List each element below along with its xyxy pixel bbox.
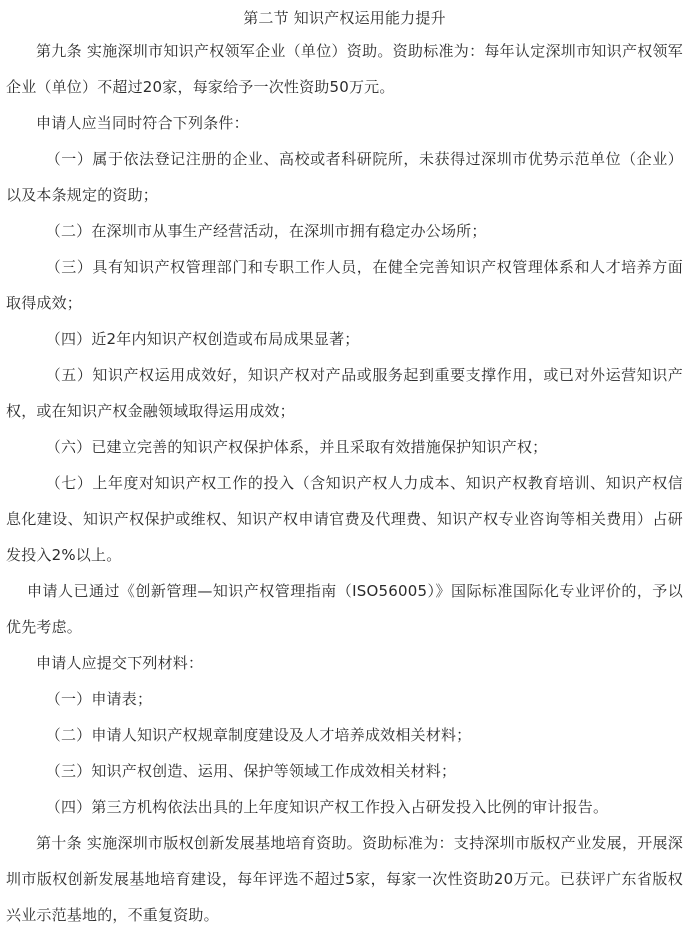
condition-item: （三）具有知识产权管理部门和专职工作人员，在健全完善知识产权管理体系和人才培养方面取得成效；	[6, 258, 683, 312]
article-10-text: 第十条 实施深圳市版权创新发展基地培育资助。资助标准为：支持深圳市版权产业发展，开展深圳市版权创新发展基地培育建设，每年评选不超过5家，每家一次性资助20万元。已获评广东省版权兴业示范基地的，不重复资助。	[6, 834, 683, 924]
article-9-intro: 第九条 实施深圳市知识产权领军企业（单位）资助。资助标准为：每年认定深圳市知识产权领军企业（单位）不超过20家，每家给予一次性资助50万元。	[6, 42, 683, 96]
condition-item: （二）在深圳市从事生产经营活动，在深圳市拥有稳定办公场所；	[45, 222, 487, 240]
section-title: 第二节 知识产权运用能力提升	[243, 9, 446, 27]
materials-intro: 申请人应提交下列材料：	[36, 654, 204, 672]
material-item: （二）申请人知识产权规章制度建设及人才培养成效相关材料；	[45, 726, 472, 744]
condition-item: （一）属于依法登记注册的企业、高校或者科研院所，未获得过深圳市优势示范单位（企业）以及本条规定的资助；	[6, 150, 683, 204]
conditions-intro: 申请人应当同时符合下列条件：	[36, 114, 249, 132]
condition-item: （六）已建立完善的知识产权保护体系，并且采取有效措施保护知识产权；	[45, 438, 548, 456]
priority-note: 申请人已通过《创新管理—知识产权管理指南（ISO56005）》国际标准国际化专业评价的，予以优先考虑。	[6, 582, 683, 636]
condition-item: （七）上年度对知识产权工作的投入（含知识产权人力成本、知识产权教育培训、知识产权信息化建设、知识产权保护或维权、知识产权申请官费及代理费、知识产权专业咨询等相关费用）占研发投入2%以上。	[6, 474, 683, 564]
material-item: （四）第三方机构依法出具的上年度知识产权工作投入占研发投入比例的审计报告。	[45, 798, 609, 816]
condition-item: （四）近2年内知识产权创造或布局成果显著；	[45, 330, 360, 348]
material-item: （三）知识产权创造、运用、保护等领域工作成效相关材料；	[45, 762, 457, 780]
condition-item: （五）知识产权运用成效好，知识产权对产品或服务起到重要支撑作用，或已对外运营知识产权，或在知识产权金融领域取得运用成效；	[6, 366, 683, 420]
material-item: （一）申请表；	[45, 690, 153, 708]
